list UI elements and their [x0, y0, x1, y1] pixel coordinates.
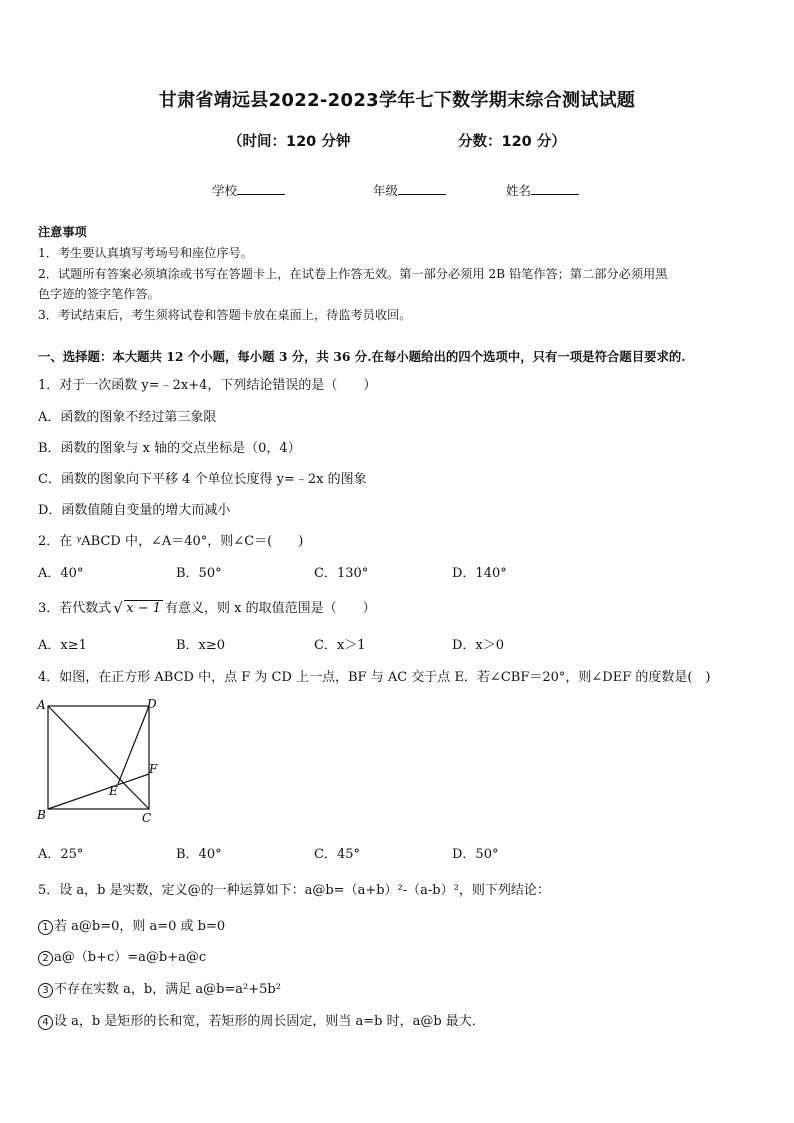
q2-option-c: C．130°	[314, 566, 369, 581]
circled-number: 1	[38, 920, 53, 935]
q1-option-b: B．函数的图象与 x 轴的交点坐标是（0，4）	[38, 441, 301, 456]
q5-statement-2	[38, 946, 206, 966]
q5-statement-1	[38, 915, 225, 935]
school-label: 学校	[212, 183, 238, 198]
q1-stem: 1．对于一次函数 y=﹣2x+4，下列结论错误的是（ ）	[38, 378, 377, 393]
q4-option-b: B．40°	[176, 847, 222, 862]
q5-stem: 5．设 a，b 是实数，定义@的一种运算如下：a@b=（a+b）²-（a-b）²，则下列结论：	[38, 883, 550, 898]
q4-option-c: C．45°	[314, 847, 360, 862]
q2-option-b: B．50°	[176, 566, 222, 581]
grade-label: 年级	[373, 183, 399, 198]
label-b: B	[37, 808, 46, 822]
q3-option-d: D．x＞0	[452, 638, 505, 653]
q5-statement-text: 设 a，b 是矩形的长和宽，若矩形的周长固定，则当 a=b 时，a@b 最大．	[54, 1014, 485, 1029]
school-field	[212, 181, 285, 199]
q5-statement-text: a@（b+c）=a@b+a@c	[54, 950, 207, 965]
school-blank[interactable]	[237, 182, 285, 195]
circled-number: 4	[38, 1015, 53, 1030]
q3-stem-pre: 3．若代数式	[38, 601, 112, 616]
q4-option-d: D．50°	[452, 847, 499, 862]
name-blank[interactable]	[531, 182, 579, 195]
exam-time: （时间：120 分钟	[228, 134, 351, 150]
q5-statement-3	[38, 978, 281, 998]
exam-score: 分数：120 分）	[458, 134, 566, 150]
square-figure	[30, 696, 170, 828]
label-e: E	[109, 784, 118, 798]
q5-statement-4	[38, 1010, 485, 1030]
q5-statement-text: 不存在实数 a，b，满足 a@b=a²+5b²	[54, 982, 281, 997]
q2-option-a: A．40°	[38, 566, 84, 581]
circled-number: 3	[38, 983, 53, 998]
q2-option-d: D．140°	[452, 566, 507, 581]
q3-radicand: x − 1	[126, 601, 162, 616]
segment-bf	[48, 774, 149, 809]
grade-field	[373, 181, 446, 199]
notice-item: 3．考试结束后，考生须将试卷和答题卡放在桌面上，待监考员收回。	[38, 308, 412, 322]
name-field	[506, 181, 579, 199]
circled-number: 2	[38, 951, 53, 966]
notice-item: 色字迹的签字笔作答。	[38, 287, 160, 301]
q1-option-a: A．函数的图象不经过第三象限	[38, 410, 217, 425]
sqrt-symbol: √ x − 1	[113, 599, 162, 617]
notice-item: 2．试题所有答案必须填涂或书写在答题卡上，在试卷上作答无效。第一部分必须用 2B 铅笔作答；第二部分必须用黑	[38, 267, 668, 281]
q3-option-b: B．x≥0	[176, 638, 226, 653]
name-label: 姓名	[506, 183, 532, 198]
q2-stem: 2．在 ᵞABCD 中，∠A＝40°，则∠C＝( )	[38, 534, 304, 549]
q3-option-c: C．x＞1	[314, 638, 366, 653]
label-d: D	[147, 697, 157, 711]
grade-blank[interactable]	[398, 182, 446, 195]
q3-stem-post: 有意义，则 x 的取值范围是（ ）	[165, 601, 376, 616]
label-f: F	[149, 762, 158, 776]
label-a: A	[37, 698, 46, 712]
q1-option-d: D．函数值随自变量的增大而减小	[38, 503, 231, 518]
q4-stem: 4．如图，在正方形 ABCD 中，点 F 为 CD 上一点，BF 与 AC 交于点 E．若∠CBF＝20°，则∠DEF 的度数是( )	[38, 670, 711, 685]
q4-option-a: A．25°	[38, 847, 84, 862]
section-heading: 一、选择题：本大题共 12 个小题，每小题 3 分，共 36 分.在每小题给出的四个选项中，只有一项是符合题目要求的.	[38, 349, 686, 364]
diagonal-ac	[48, 706, 149, 809]
q3-stem	[38, 597, 376, 616]
q5-statement-text: 若 a@b=0，则 a=0 或 b=0	[54, 919, 226, 934]
page-title: 甘肃省靖远县2022-2023学年七下数学期末综合测试试题	[158, 90, 636, 111]
q1-option-c: C．函数的图象向下平移 4 个单位长度得 y=﹣2x 的图象	[38, 472, 367, 487]
notice-item: 1．考生要认真填写考场号和座位序号。	[38, 246, 253, 260]
segment-de	[118, 706, 149, 784]
notice-heading: 注意事项	[38, 225, 87, 239]
label-c: C	[142, 811, 152, 825]
q3-option-a: A．x≥1	[38, 638, 87, 653]
